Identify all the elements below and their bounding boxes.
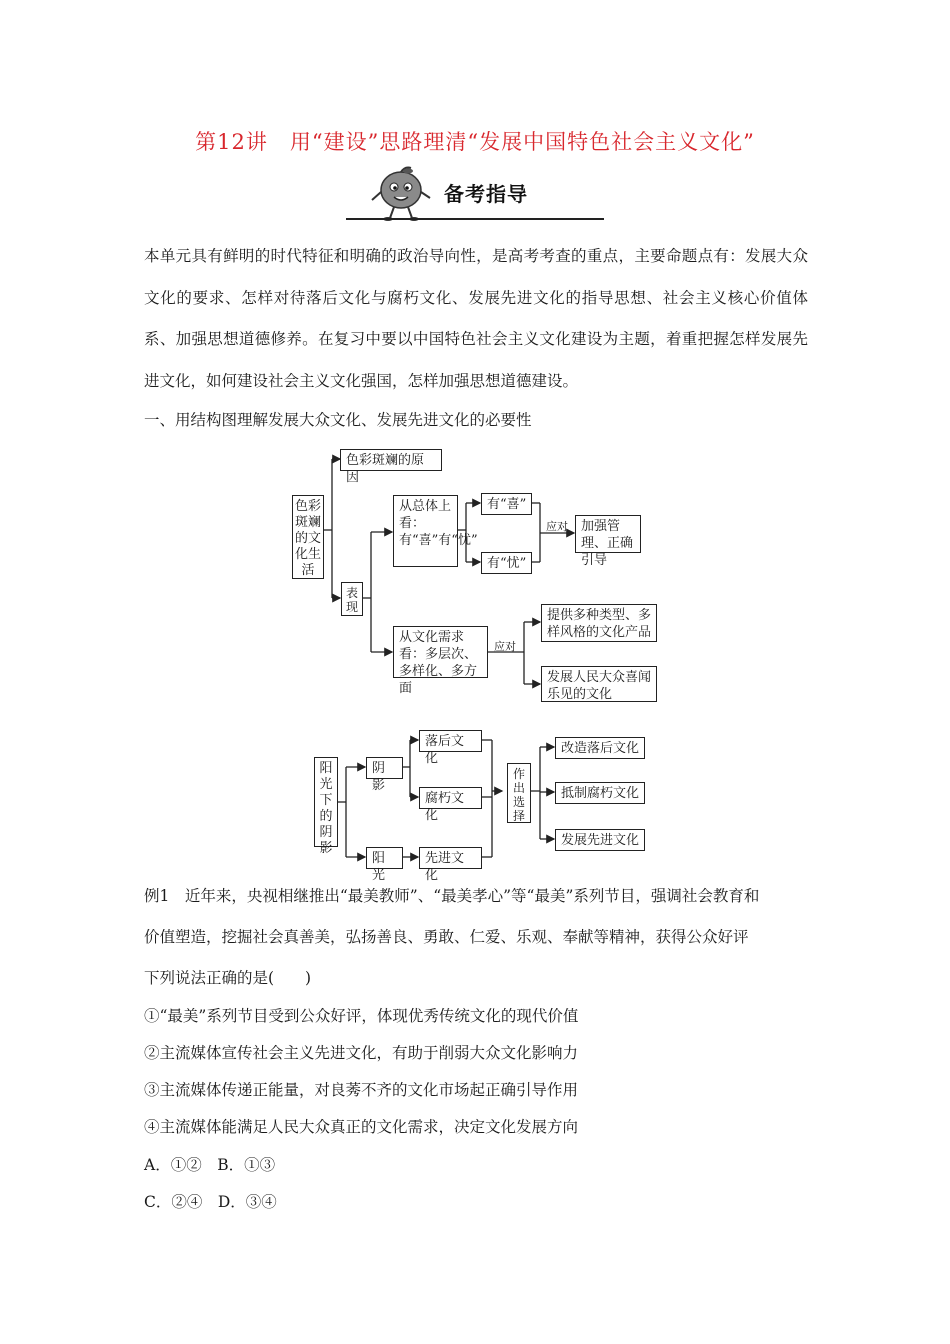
diagram2-sun: 阳光 (366, 847, 403, 869)
intro-paragraph: 本单元具有鲜明的时代特征和明确的政治导向性，是高考考查的重点，主要命题点有：发展大众文化的要求、怎样对待落后文化与腐朽文化、发展先进文化的指导思想、社会主义核心价值体系、加强思想道德修养。在复习中要以中国特色社会主义文化建设为主题，着重把握怎样发展先进文化，如何建设社会主义文化强国，怎样加强思想道德建设。 (144, 247, 808, 390)
diagram1-develop: 发展人民大众喜闻乐见的文化 (541, 666, 657, 702)
diagram2-decadent: 腐朽文化 (419, 787, 482, 809)
diagram2-root: 阳光下的阴影 (314, 757, 338, 847)
diagram2-backward: 落后文化 (419, 730, 482, 752)
diagram2-advanced: 先进文化 (419, 847, 482, 869)
diagram1-root: 色彩斑斓的文化生活 (292, 495, 324, 579)
diagram2-resist: 抵制腐朽文化 (555, 782, 645, 804)
example-line-2: 价值塑造，挖掘社会真善美，弘扬善良、勇敢、仁爱、乐观、奉献等精神，获得公众好评 (144, 928, 749, 946)
example-line-1: 例1 近年来，央视相继推出“最美教师”、“最美孝心”等“最美”系列节目，强调社会教育和 (144, 887, 760, 905)
option-2: ②主流媒体宣传社会主义先进文化，有助于削弱大众文化影响力 (144, 1044, 579, 1062)
option-1: ①“最美”系列节目受到公众好评，体现优秀传统文化的现代价值 (144, 1007, 579, 1025)
option-4: ④主流媒体能满足人民大众真正的文化需求，决定文化发展方向 (144, 1118, 579, 1136)
diagram2-choose: 作出选择 (507, 763, 531, 823)
diagram1-xi: 有“喜” (481, 493, 532, 515)
diagram1-performance: 表现 (341, 582, 363, 616)
page-title: 第12讲 用“建设”思路理清“发展中国特色社会主义文化” (195, 130, 755, 154)
option-3: ③主流媒体传递正能量，对良莠不齐的文化市场起正确引导作用 (144, 1081, 579, 1099)
section-heading: 一、用结构图理解发展大众文化、发展先进文化的必要性 (144, 411, 532, 429)
answer-choices-1: A．①② B．①③ (144, 1156, 276, 1174)
diagram1-respond2: 应对 (494, 640, 516, 653)
diagram1-reason: 色彩斑斓的原因 (340, 449, 442, 471)
diagram1-provide: 提供多种类型、多样风格的文化产品 (541, 604, 657, 642)
diagram1-overall: 从总体上看：有“喜”有“忧” (393, 495, 458, 567)
diagram2-reform: 改造落后文化 (555, 737, 645, 759)
example-line-3: 下列说法正确的是( ) (144, 969, 312, 987)
diagram2-develop: 发展先进文化 (555, 829, 645, 851)
diagram1-you: 有“忧” (481, 552, 532, 574)
diagram1-demand: 从文化需求看：多层次、多样化、多方面 (393, 626, 488, 678)
guide-label: 备考指导 (444, 182, 528, 206)
diagram2-shadow: 阴影 (366, 757, 403, 779)
answer-choices-2: C．②④ D．③④ (144, 1193, 277, 1211)
diagram1-respond1: 应对 (546, 520, 568, 533)
diagram1-manage: 加强管理、正确引导 (575, 515, 641, 553)
